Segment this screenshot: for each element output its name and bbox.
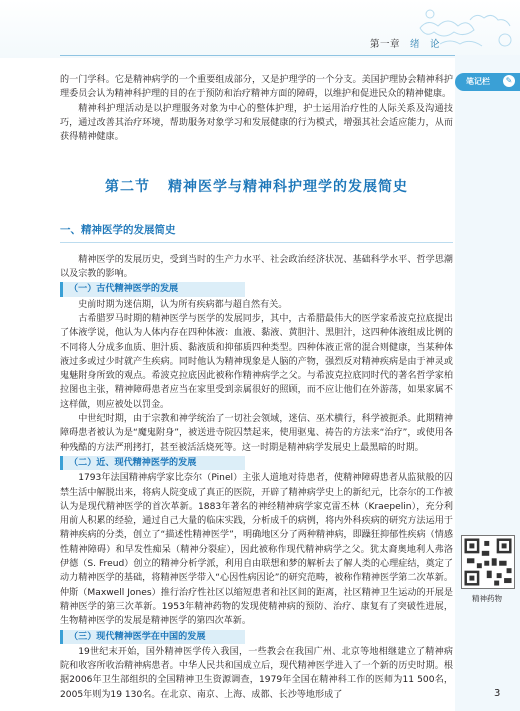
chapter-title: 绪 论 <box>409 39 440 50</box>
body-paragraph: 中世纪时期，由于宗教和神学统治了一切社会领域，迷信、巫术横行，科学被扼杀。此期精神障碍患者被认为是“魔鬼附身”，被送进寺院囚禁起来，使用驱鬼、祷告的方法来“治疗”，或使用各种残酷的方法严刑拷打，甚至被活活烧死等。这一时期是精神病学发展史上最黑暗的时期。 <box>60 414 453 453</box>
notes-label: 笔记栏 <box>466 77 490 86</box>
subheading-modern: （二）近、现代精神医学的发展 <box>60 456 245 470</box>
body-paragraph: 1793年法国精神病学家比奈尔（Pinel）主张人道地对待患者，使精神障碍患者从监狱般的囚禁生活中解脱出来，将病人院变成了真正的医院，开辟了精神病学史上的新纪元，比奈尔的工作被认为是现代精神医学的首次革新。1883年著名的神经精神病学家克雷丕林（Kraepelin），充分利用前人积累的经验，通过自己大量的临床实践，分析成千的病例，将内外科疾病的研究方法运用于精神疾病的分类，创立了“描述性精神医学”，明确地区分了两种精神病，即躁狂抑郁性疾病（情感性精神障碍）和早发性痴呆（精神分裂症），因此被称作现代精神病学之父。犹太裔奥地利人弗洛伊德（S. Freud）创立的精神分析学派，利用自由联想和梦的解析去了解人类的心理症结，奠定了动力精神医学的基础，将精神医学带入“心因性病因论”的研究范畴，被称作精神医学第二次革新。仲斯（Maxwell Jones）推行治疗性社区以缩短患者和社区间的距离，社区精神卫生运动的开展是精神医学的第三次革新。1953年精神药物的发现使精神病的预防、治疗、康复有了突破性进展，生物精神医学的发展是精神医学的第四次革新。 <box>60 473 453 627</box>
heading-level-1: 一、精神医学的发展简史 <box>60 223 453 242</box>
notes-margin <box>455 55 520 711</box>
running-head <box>370 36 440 50</box>
cloud-decoration <box>0 0 520 58</box>
qr-caption: 精神药物 <box>472 594 502 603</box>
intro-paragraph: 的一门学科。它是精神病学的一个重要组成部分，又是护理学的一个分支。美国护理协会精神科护理委员会认为精神科护理的目的在于预防和治疗精神方面的障碍，以维护和促进民众的精神健康。 <box>60 75 453 100</box>
section-heading: 精神医学与精神科护理学的发展简史 <box>168 179 408 196</box>
body-paragraph: 19世纪末开始，国外精神医学传入我国，一些教会在我国广州、北京等地相继建立了精神病院和收容所收治精神病患者。中华人民共和国成立后，现代精神医学进入了一个新的历史时期。根据2006年卫生部组织的全国精神卫生资源调查，1979年全国在精神科工作的医师为11 500名，2005年则为19 130名。在北京、南京、上海、成都、长沙等地形成了 <box>60 646 453 700</box>
subheading-ancient: （一）古代精神医学的发展 <box>60 282 245 296</box>
section-number: 第二节 <box>105 179 150 196</box>
chapter-label: 第一章 <box>369 39 400 50</box>
pencil-icon: ✎ <box>503 75 515 87</box>
body-paragraph: 史前时期为迷信期，认为所有疾病都与超自然有关。 <box>78 299 288 310</box>
section-title <box>60 161 453 213</box>
body-paragraph: 古希腊罗马时期的精神医学与医学的发展同步，其中，古希腊最伟大的医学家希波克拉底提出了体液学说，他认为人体内存在四种体液：血液、黏液、黄胆汁、黑胆汁，这四种体液组成比例的不同将人分成多血质、胆汁质、黏液质和抑郁质四种类型。四种体液正常的混合则健康，当某种体液过多或过少时就产生疾病。同时他认为精神现象是人脑的产物，强烈反对精神疾病是由于神灵或鬼魅附身所致的观点。希波克拉底因此被称作精神病学之父。与希波克拉底同时代的著名哲学家柏拉图也主张，精神障碍患者应当在家里受到亲属很好的照顾，而不应让他们在外游荡，如果家属不这样做，则应被处以罚金。 <box>60 313 453 410</box>
qr-code[interactable] <box>461 535 515 589</box>
subheading-china: （三）现代精神医学在中国的发展 <box>60 630 245 644</box>
page-number: 3 <box>494 688 501 699</box>
history-intro: 精神医学的发展历史，受到当时的生产力水平、社会政治经济状况、基础科学水平、哲学思潮以及宗教的影响。 <box>60 254 453 280</box>
header-divider <box>60 55 455 56</box>
intro-paragraph: 精神科护理活动是以护理服务对象为中心的整体护理，护士运用治疗性的人际关系及沟通技巧，通过改善其治疗环境，帮助服务对象学习和发展健康的行为模式，增强其社会适应能力，从而获得精神健康。 <box>60 103 453 143</box>
main-content <box>60 73 453 702</box>
